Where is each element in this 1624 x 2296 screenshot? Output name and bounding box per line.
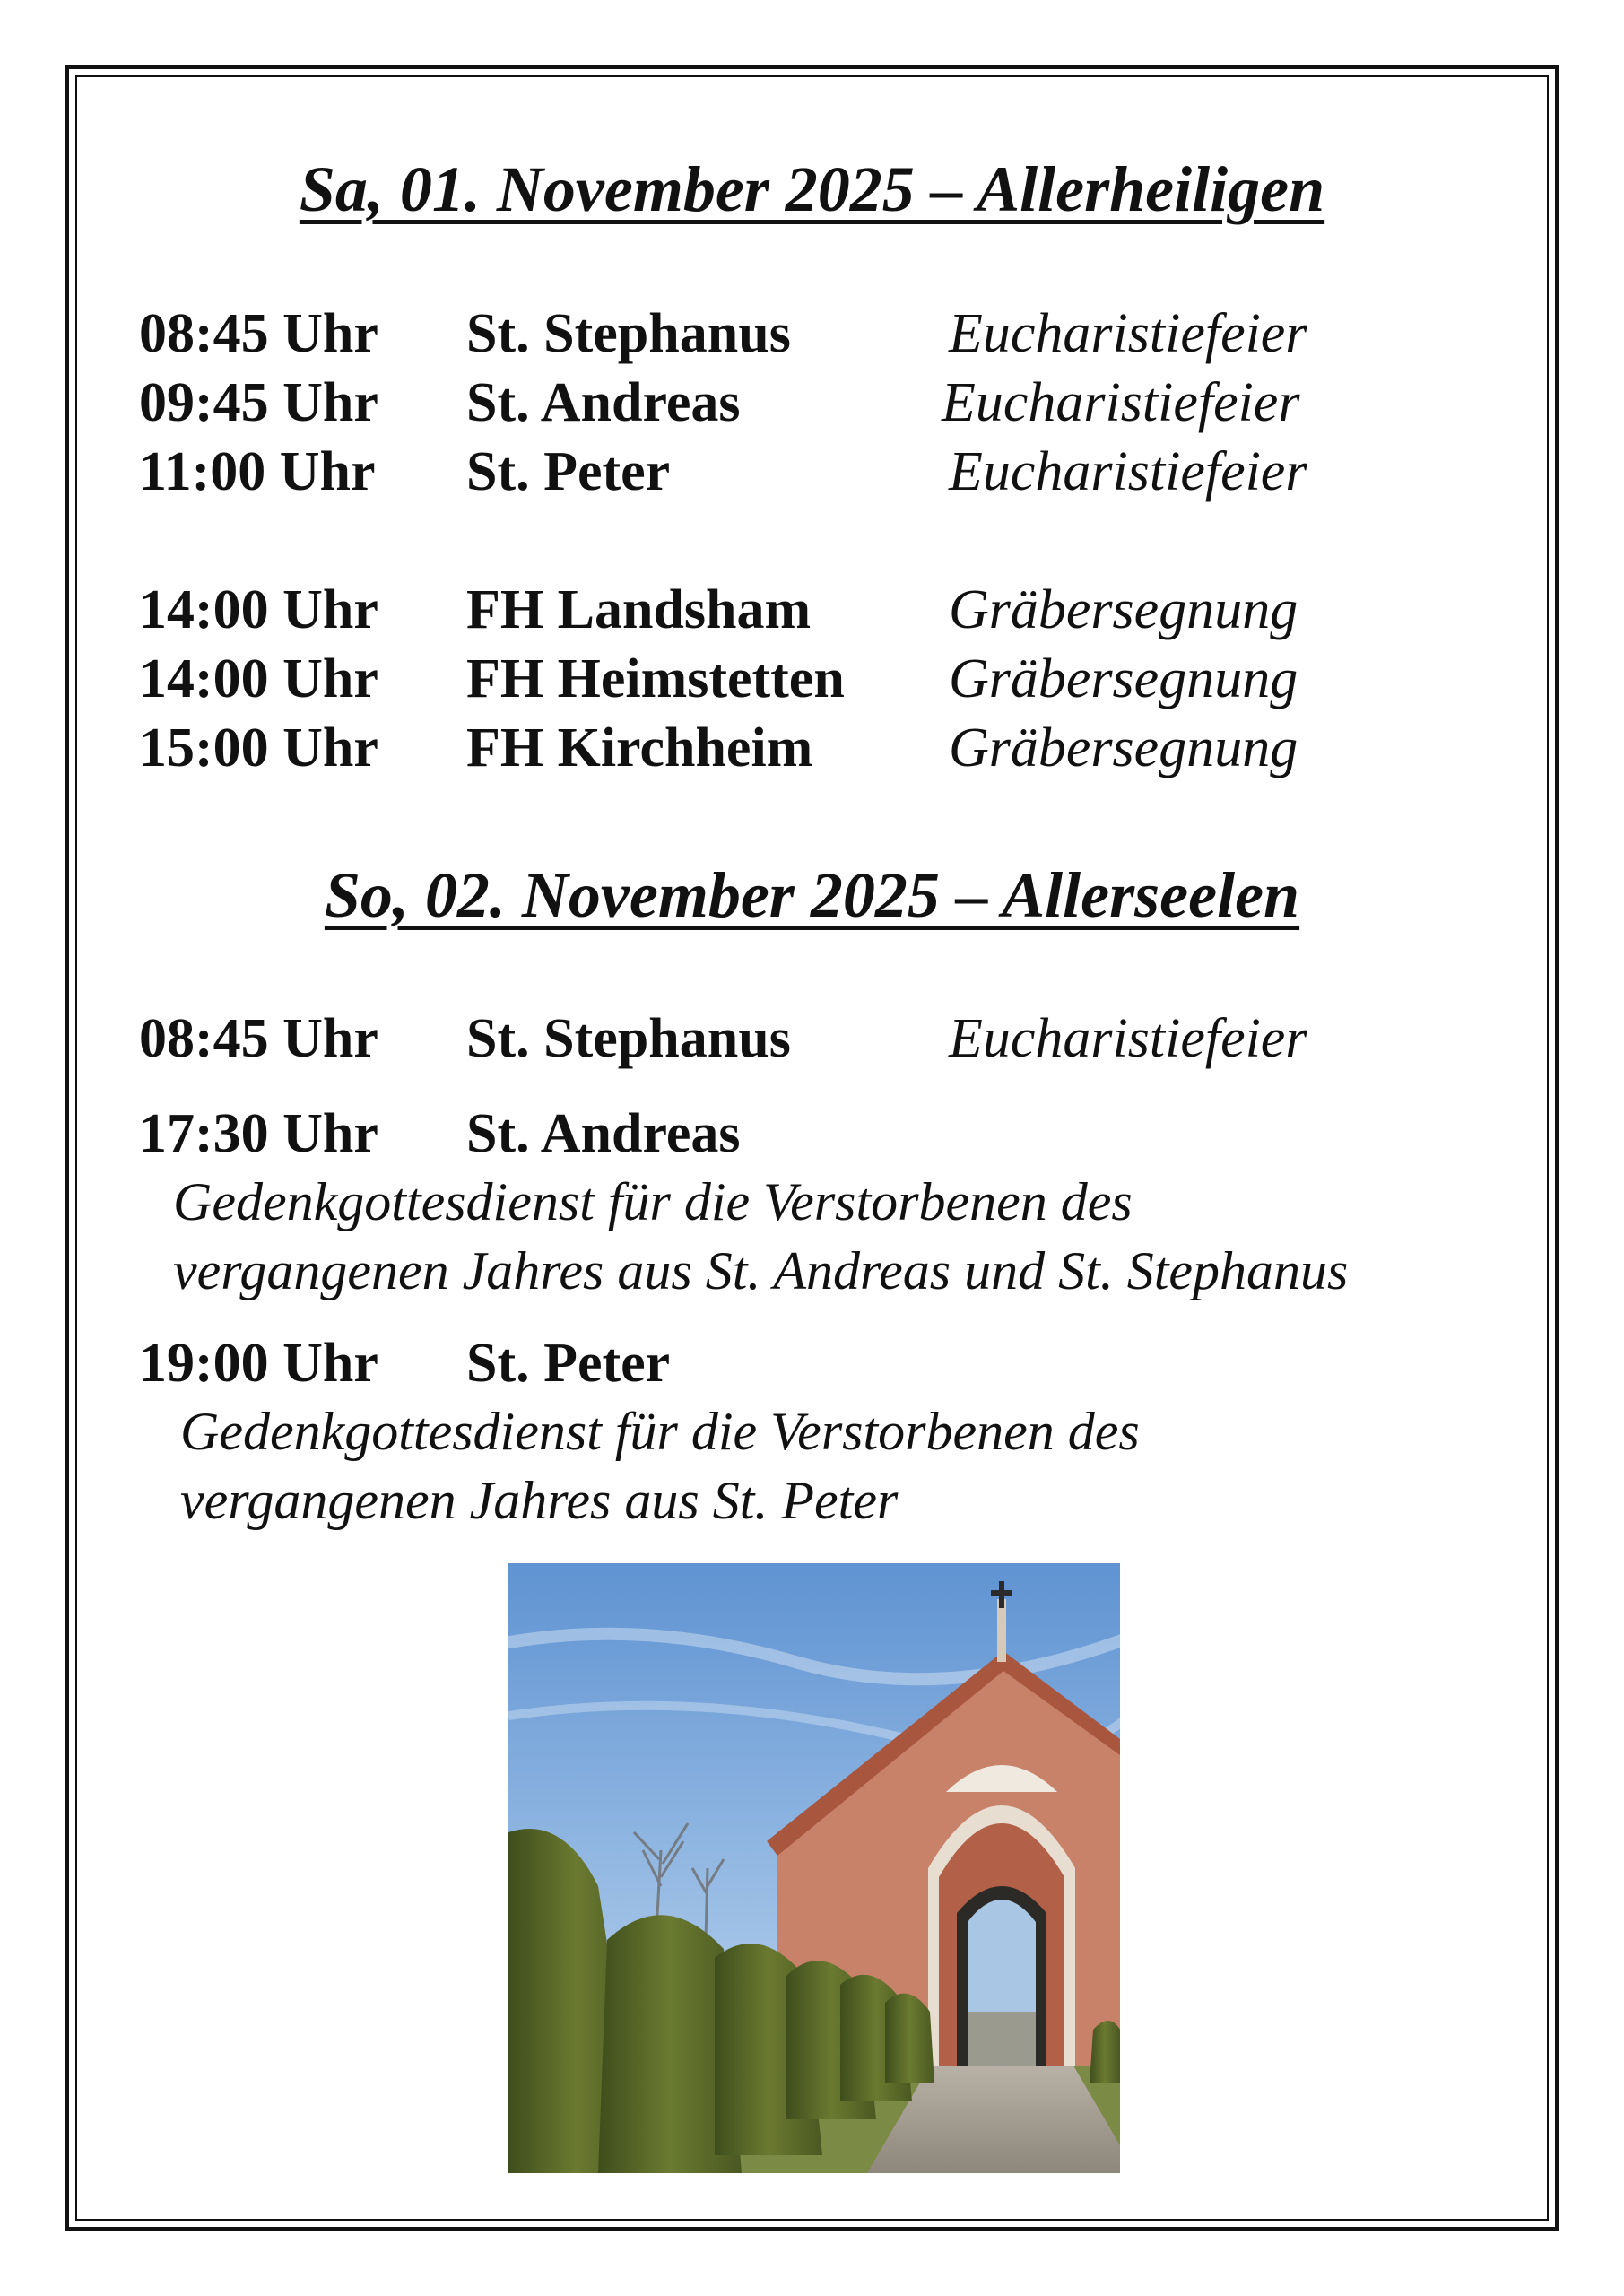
service-description: Gedenkgottesdienst für die Verstorbenen des (173, 1172, 1133, 1231)
place: St. Andreas (466, 372, 741, 433)
time: 19:00 Uhr (139, 1333, 378, 1394)
service-type: Gräbersegnung (949, 648, 1298, 709)
time: 15:00 Uhr (139, 718, 378, 778)
service-description: vergangenen Jahres aus St. Andreas und St. Stephanus (173, 1241, 1349, 1300)
heading-allerheiligen: Sa, 01. November 2025 – Allerheiligen (299, 153, 1325, 225)
place: St. Stephanus (466, 1008, 791, 1069)
time: 17:30 Uhr (139, 1103, 378, 1164)
time: 08:45 Uhr (139, 303, 378, 364)
service-type: Eucharistiefeier (942, 372, 1300, 433)
service-type: Eucharistiefeier (949, 441, 1307, 502)
place: St. Peter (466, 441, 671, 502)
service-type: Gräbersegnung (949, 718, 1298, 778)
place: FH Heimstetten (466, 648, 845, 709)
place: St. Peter (466, 1333, 671, 1394)
time: 14:00 Uhr (139, 579, 378, 640)
time: 08:45 Uhr (139, 1008, 378, 1069)
service-type: Eucharistiefeier (949, 303, 1307, 364)
service-type: Gräbersegnung (949, 579, 1298, 640)
service-type: Eucharistiefeier (949, 1008, 1307, 1069)
cemetery-gate-photo (508, 1563, 1120, 2173)
time: 09:45 Uhr (139, 372, 378, 433)
time: 14:00 Uhr (139, 648, 378, 709)
place: St. Andreas (466, 1103, 741, 1164)
heading-allerseelen: So, 02. November 2025 – Allerseelen (324, 859, 1300, 931)
time: 11:00 Uhr (139, 441, 376, 502)
place: St. Stephanus (466, 303, 791, 364)
service-description: vergangenen Jahres aus St. Peter (180, 1471, 899, 1530)
place: FH Landsham (466, 579, 812, 640)
cemetery-gate-illustration (508, 1563, 1120, 2173)
place: FH Kirchheim (466, 718, 813, 778)
service-description: Gedenkgottesdienst für die Verstorbenen des (180, 1402, 1140, 1461)
